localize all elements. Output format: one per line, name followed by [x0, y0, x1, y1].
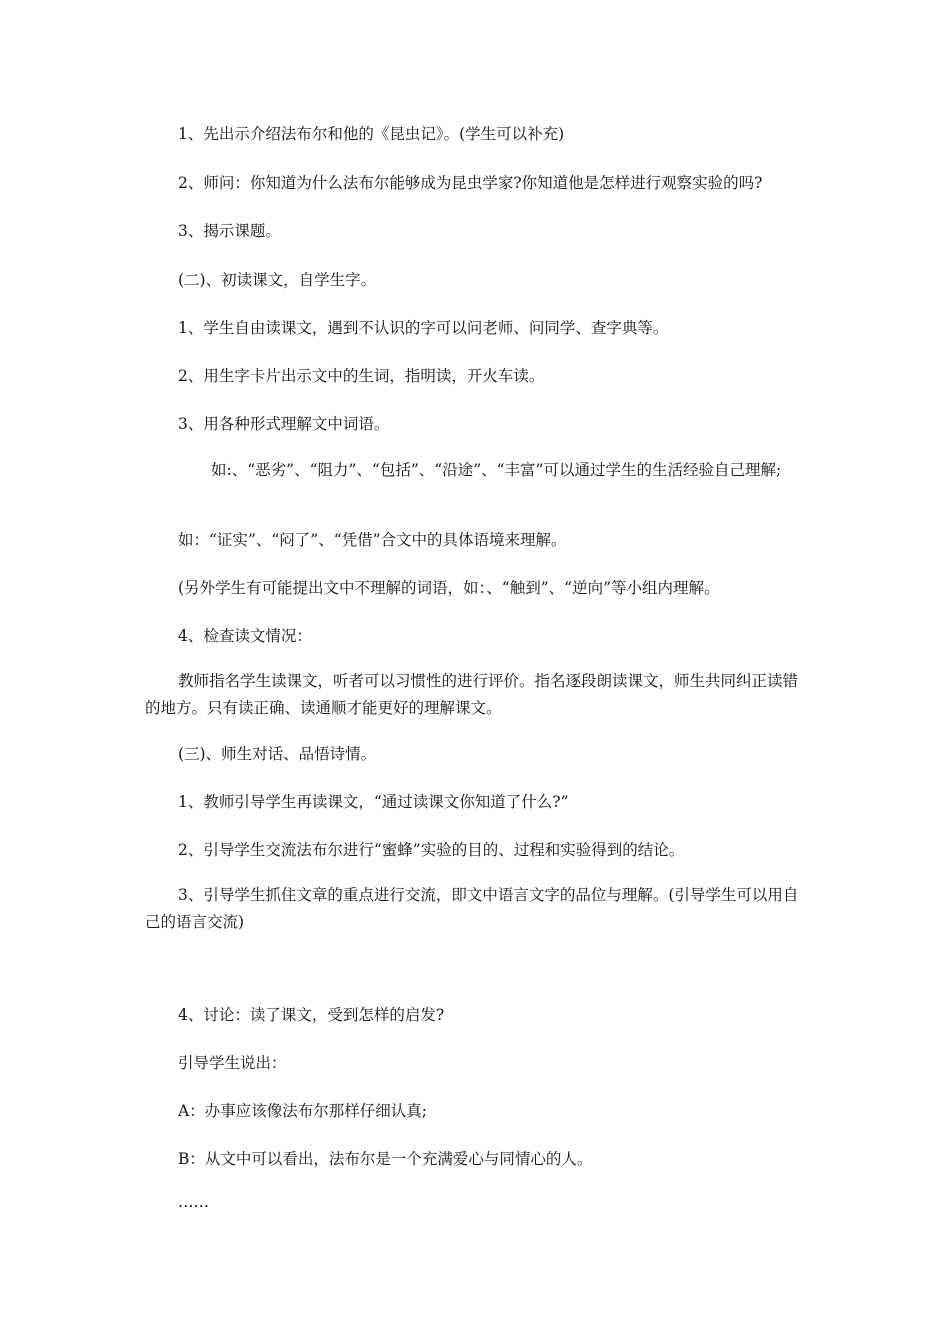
- paragraph-18: 引导学生说出：: [178, 1054, 287, 1072]
- paragraph-11: 4、检查读文情况：: [178, 627, 312, 645]
- paragraph-14: 1、教师引导学生再读课文，“通过读课文你知道了什么?”: [178, 793, 569, 811]
- paragraph-19: A：办事应该像法布尔那样仔细认真;: [178, 1102, 427, 1120]
- ellipsis: ……: [178, 1193, 209, 1211]
- section-heading-3: (三)、师生对话、品悟诗情。: [178, 745, 377, 763]
- paragraph-7: 3、用各种形式理解文中词语。: [178, 415, 390, 433]
- paragraph-8: 如:、“恶劣”、“阻力”、“包括”、“沿途”、“丰富”可以通过学生的生活经验自己理解;: [211, 461, 782, 479]
- paragraph-20: B：从文中可以看出，法布尔是一个充满爱心与同情心的人。: [178, 1150, 593, 1168]
- paragraph-2: 2、师问：你知道为什么法布尔能够成为昆虫学家?你知道他是怎样进行观察实验的吗?: [178, 174, 763, 192]
- paragraph-1: 1、先出示介绍法布尔和他的《昆虫记》。(学生可以补充): [178, 125, 565, 143]
- paragraph-15: 2、引导学生交流法布尔进行“蜜蜂”实验的目的、过程和实验得到的结论。: [178, 841, 685, 859]
- paragraph-6: 2、用生字卡片出示文中的生词，指明读，开火车读。: [178, 367, 545, 385]
- paragraph-12: 教师指名学生读课文，听者可以习惯性的进行评价。指名逐段朗读课文，师生共同纠正读错的地方。只有读正确、读通顺才能更好的理解课文。: [145, 672, 799, 717]
- paragraph-9: 如：“证实”、“闷了”、“凭借”合文中的具体语境来理解。: [178, 531, 567, 549]
- section-heading-2: (二)、初读课文，自学生字。: [178, 271, 377, 289]
- paragraph-10: (另外学生有可能提出文中不理解的词语，如：、“触到”、“逆向”等小组内理解。: [178, 579, 720, 597]
- paragraph-5: 1、学生自由读课文，遇到不认识的字可以问老师、问同学、查字典等。: [178, 319, 669, 337]
- paragraph-3: 3、揭示课题。: [178, 222, 281, 240]
- paragraph-17: 4、讨论：读了课文，受到怎样的启发?: [178, 1006, 445, 1024]
- paragraph-16: 3、引导学生抓住文章的重点进行交流，即文中语言文字的品位与理解。(引导学生可以用自己的语言交流): [145, 886, 799, 931]
